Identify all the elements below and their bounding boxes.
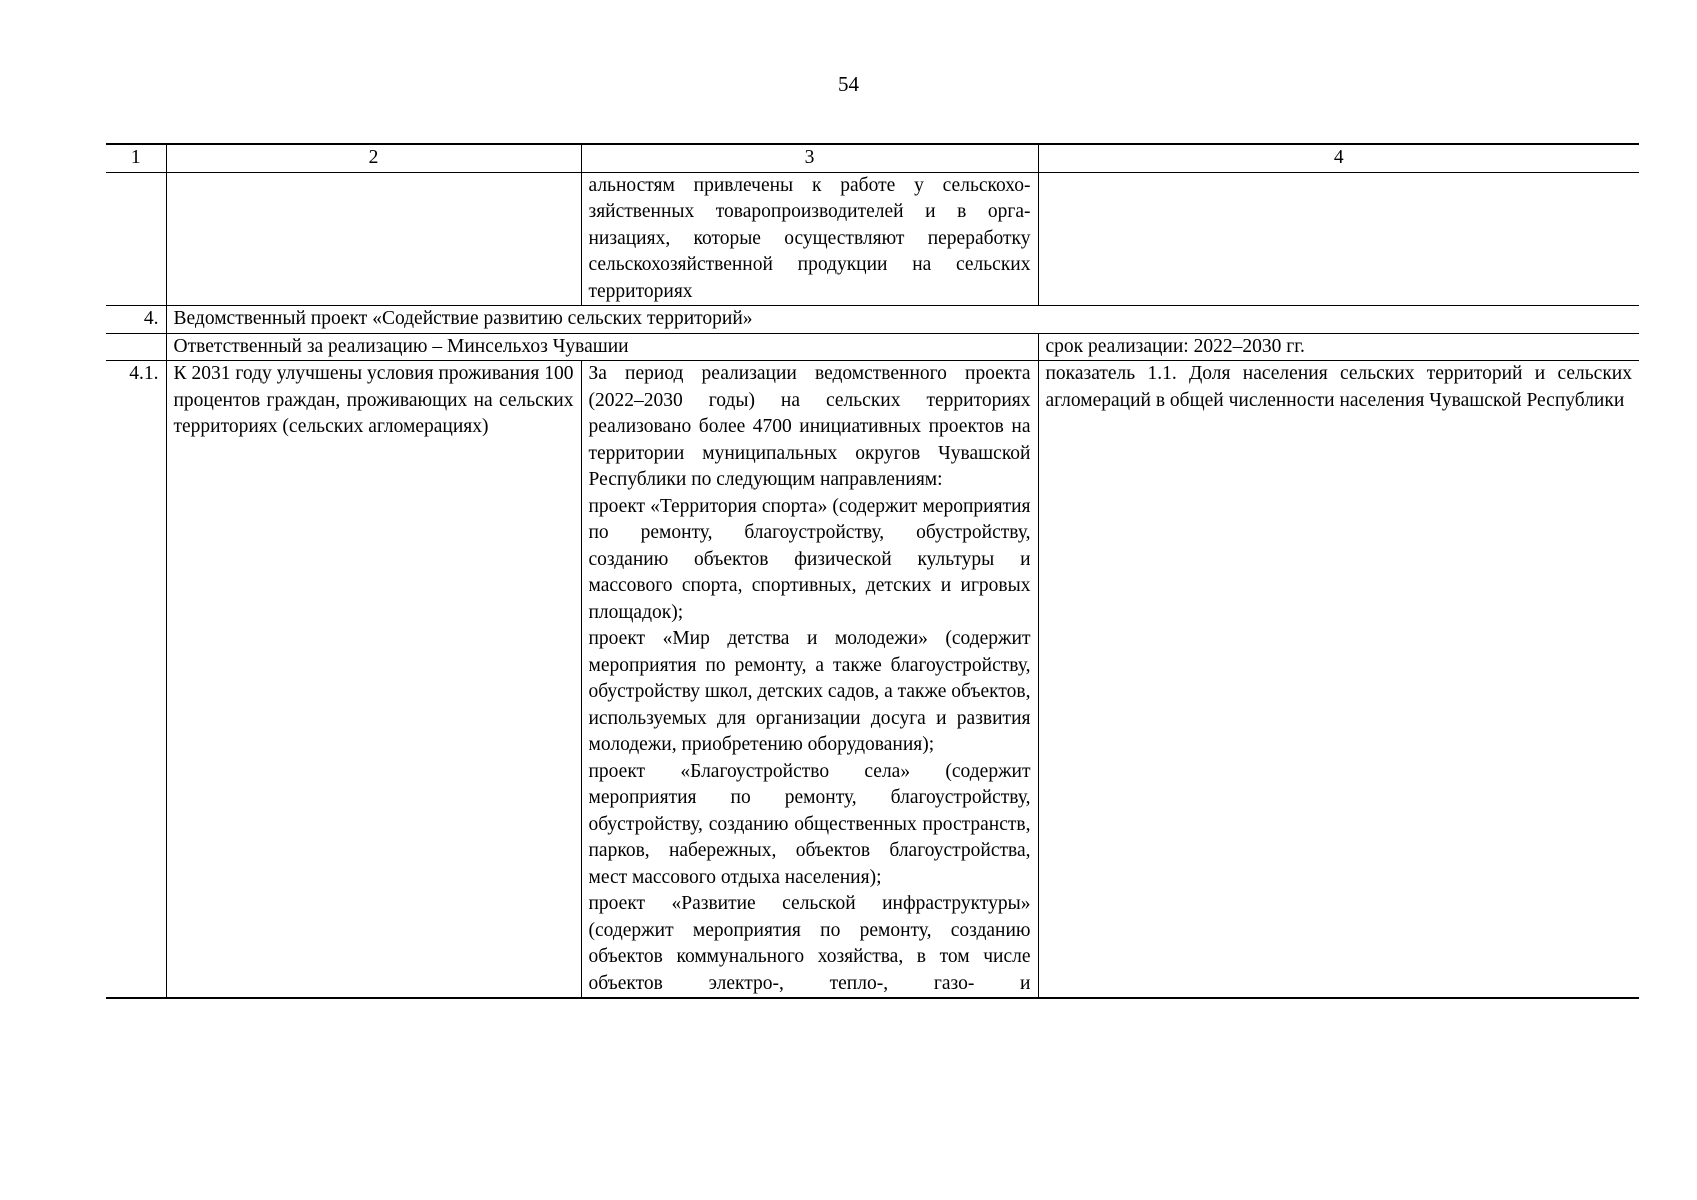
task-row-4-1 — [106, 361, 1639, 999]
result-paragraph: проект «Благоустройство села» (содержит мероприятия по ремонту, благоустройству, обустройству, созданию общественных пространств, парков, набережных, объектов благоустройства, мест массового отдыха населения); — [588, 760, 1031, 888]
page-number: 54 — [838, 72, 859, 96]
continuation-cell-2 — [166, 172, 581, 306]
program-table — [106, 143, 1639, 999]
task-number: 4.1. — [106, 361, 166, 999]
result-paragraph: проект «Развитие сельской инфраструктуры» (содержит мероприятия по ремонту, созданию объектов коммунального хозяйства, в том числе объектов электро-, тепло-, газо- и — [588, 893, 1031, 994]
task-goal: К 2031 году улучшены условия проживания 100 процентов граждан, проживающих на сельских территориях (сельских агломерациях) — [166, 361, 581, 999]
project-title: Ведомственный проект «Содействие развитию сельских территорий» — [166, 306, 1639, 334]
responsible-empty-cell — [106, 333, 166, 361]
continuation-result-cell: альностям привлечены к работе у сельскохозяйственных товаропроизводителей и в организациях, которые осуществляют переработку сельскохозяйственной продукции на сельских территориях — [581, 172, 1038, 306]
column-number-header-row — [106, 144, 1639, 172]
project-row — [106, 306, 1639, 334]
continuation-cell-1 — [106, 172, 166, 306]
result-paragraph: проект «Территория спорта» (содержит мероприятия по ремонту, благоустройству, обустройству, созданию объектов физической культуры и массового спорта, спортивных, детских и игровых площадок); — [588, 495, 1031, 623]
column-number-1: 1 — [106, 144, 166, 172]
column-number-4: 4 — [1038, 144, 1639, 172]
responsible-text: Ответственный за реализацию – Минсельхоз Чувашии — [166, 333, 1038, 361]
responsible-row — [106, 333, 1639, 361]
result-paragraph: проект «Мир детства и молодежи» (содержит мероприятия по ремонту, а также благоустройству, обустройству школ, детских садов, а также объектов, используемых для организации досуга и развития молодежи, приобретению оборудования); — [588, 628, 1031, 755]
task-indicator: показатель 1.1. Доля населения сельских территорий и сельских агломераций в общей численности населения Чувашской Республики — [1038, 361, 1639, 999]
task-results — [581, 361, 1038, 999]
continuation-row — [106, 172, 1639, 306]
project-number: 4. — [106, 306, 166, 334]
result-paragraph: За период реализации ведомственного проекта (2022–2030 годы) на сельских территориях реализовано более 4700 инициативных проектов на территории муниципальных округов Чувашской Республики по следующим направлениям: — [588, 363, 1031, 490]
implementation-term: срок реализации: 2022–2030 гг. — [1038, 333, 1639, 361]
column-number-3: 3 — [581, 144, 1038, 172]
column-number-2: 2 — [166, 144, 581, 172]
continuation-cell-4 — [1038, 172, 1639, 306]
